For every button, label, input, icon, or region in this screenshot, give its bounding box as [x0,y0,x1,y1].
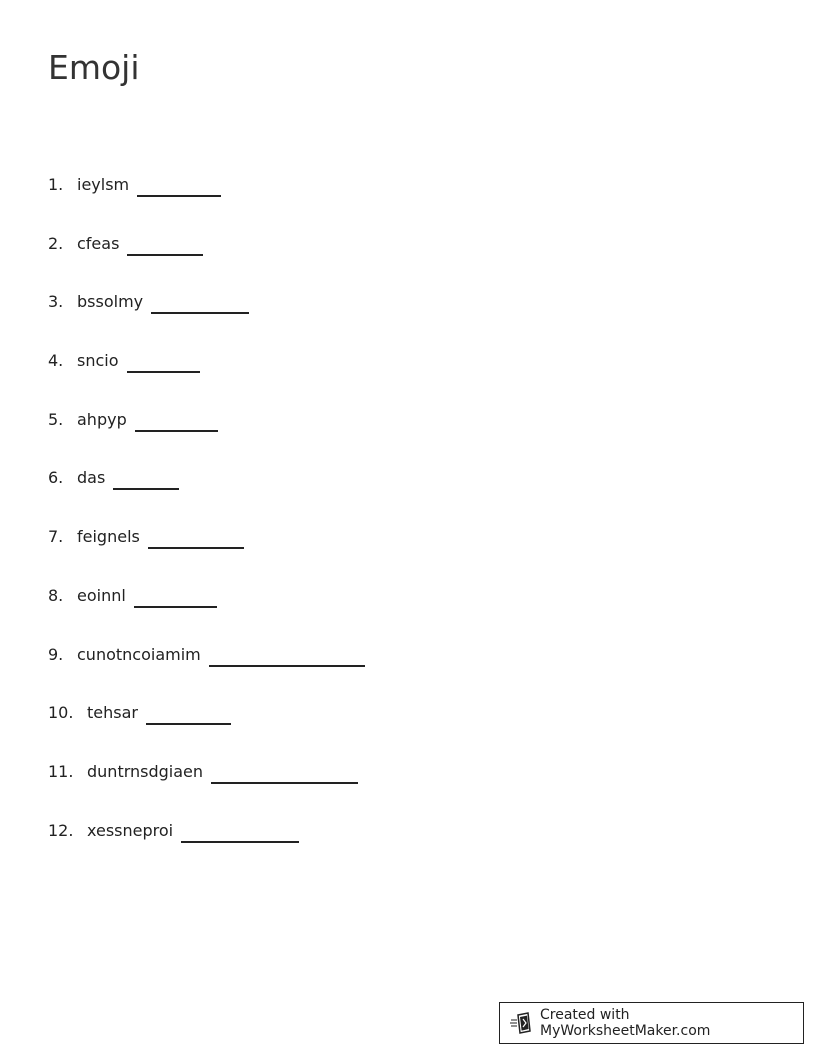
list-item [48,759,365,818]
answer-blank[interactable] [137,172,221,197]
answer-blank[interactable] [181,818,299,843]
answer-blank[interactable] [134,583,217,608]
scrambled-word: ahpyp [77,409,127,429]
footer-badge [499,1002,804,1044]
answer-blank[interactable] [146,700,231,725]
footer-text: Created with MyWorksheetMaker.com [540,1007,711,1039]
answer-blank[interactable] [113,465,179,490]
item-number: 10. [48,703,74,723]
answer-blank[interactable] [148,524,244,549]
item-number: 12. [48,820,74,840]
book-pen-icon [510,1011,534,1035]
answer-blank[interactable] [151,289,249,314]
answer-blank[interactable] [209,642,365,667]
scrambled-word: feignels [77,527,140,547]
scrambled-word: das [77,468,106,488]
scrambled-word: tehsar [87,703,138,723]
scrambled-word: duntrnsdgiaen [87,761,204,781]
list-item [48,348,365,407]
scrambled-word: sncio [77,351,119,371]
scrambled-word-list [48,172,365,876]
item-number: 3. [48,292,64,312]
scrambled-word: eoinnl [77,585,126,605]
list-item [48,465,365,524]
item-number: 2. [48,233,64,253]
worksheet-title: Emoji [48,48,140,87]
item-number: 6. [48,468,64,488]
list-item [48,583,365,642]
answer-blank[interactable] [127,348,200,373]
list-item [48,231,365,290]
item-number: 5. [48,409,64,429]
scrambled-word: bssolmy [77,292,144,312]
list-item [48,818,365,877]
item-number: 9. [48,644,64,664]
list-item [48,642,365,701]
scrambled-word: cunotncoiamim [77,644,201,664]
list-item [48,289,365,348]
item-number: 7. [48,527,64,547]
answer-blank[interactable] [127,231,203,256]
item-number: 8. [48,585,64,605]
item-number: 4. [48,351,64,371]
scrambled-word: ieylsm [77,175,130,194]
scrambled-word: xessneproi [87,820,174,840]
list-item [48,172,365,231]
list-item [48,700,365,759]
item-number: 1. [48,175,64,194]
item-number: 11. [48,761,74,781]
scrambled-word: cfeas [77,233,120,253]
list-item [48,407,365,466]
answer-blank[interactable] [211,759,358,784]
list-item [48,524,365,583]
answer-blank[interactable] [135,407,218,432]
